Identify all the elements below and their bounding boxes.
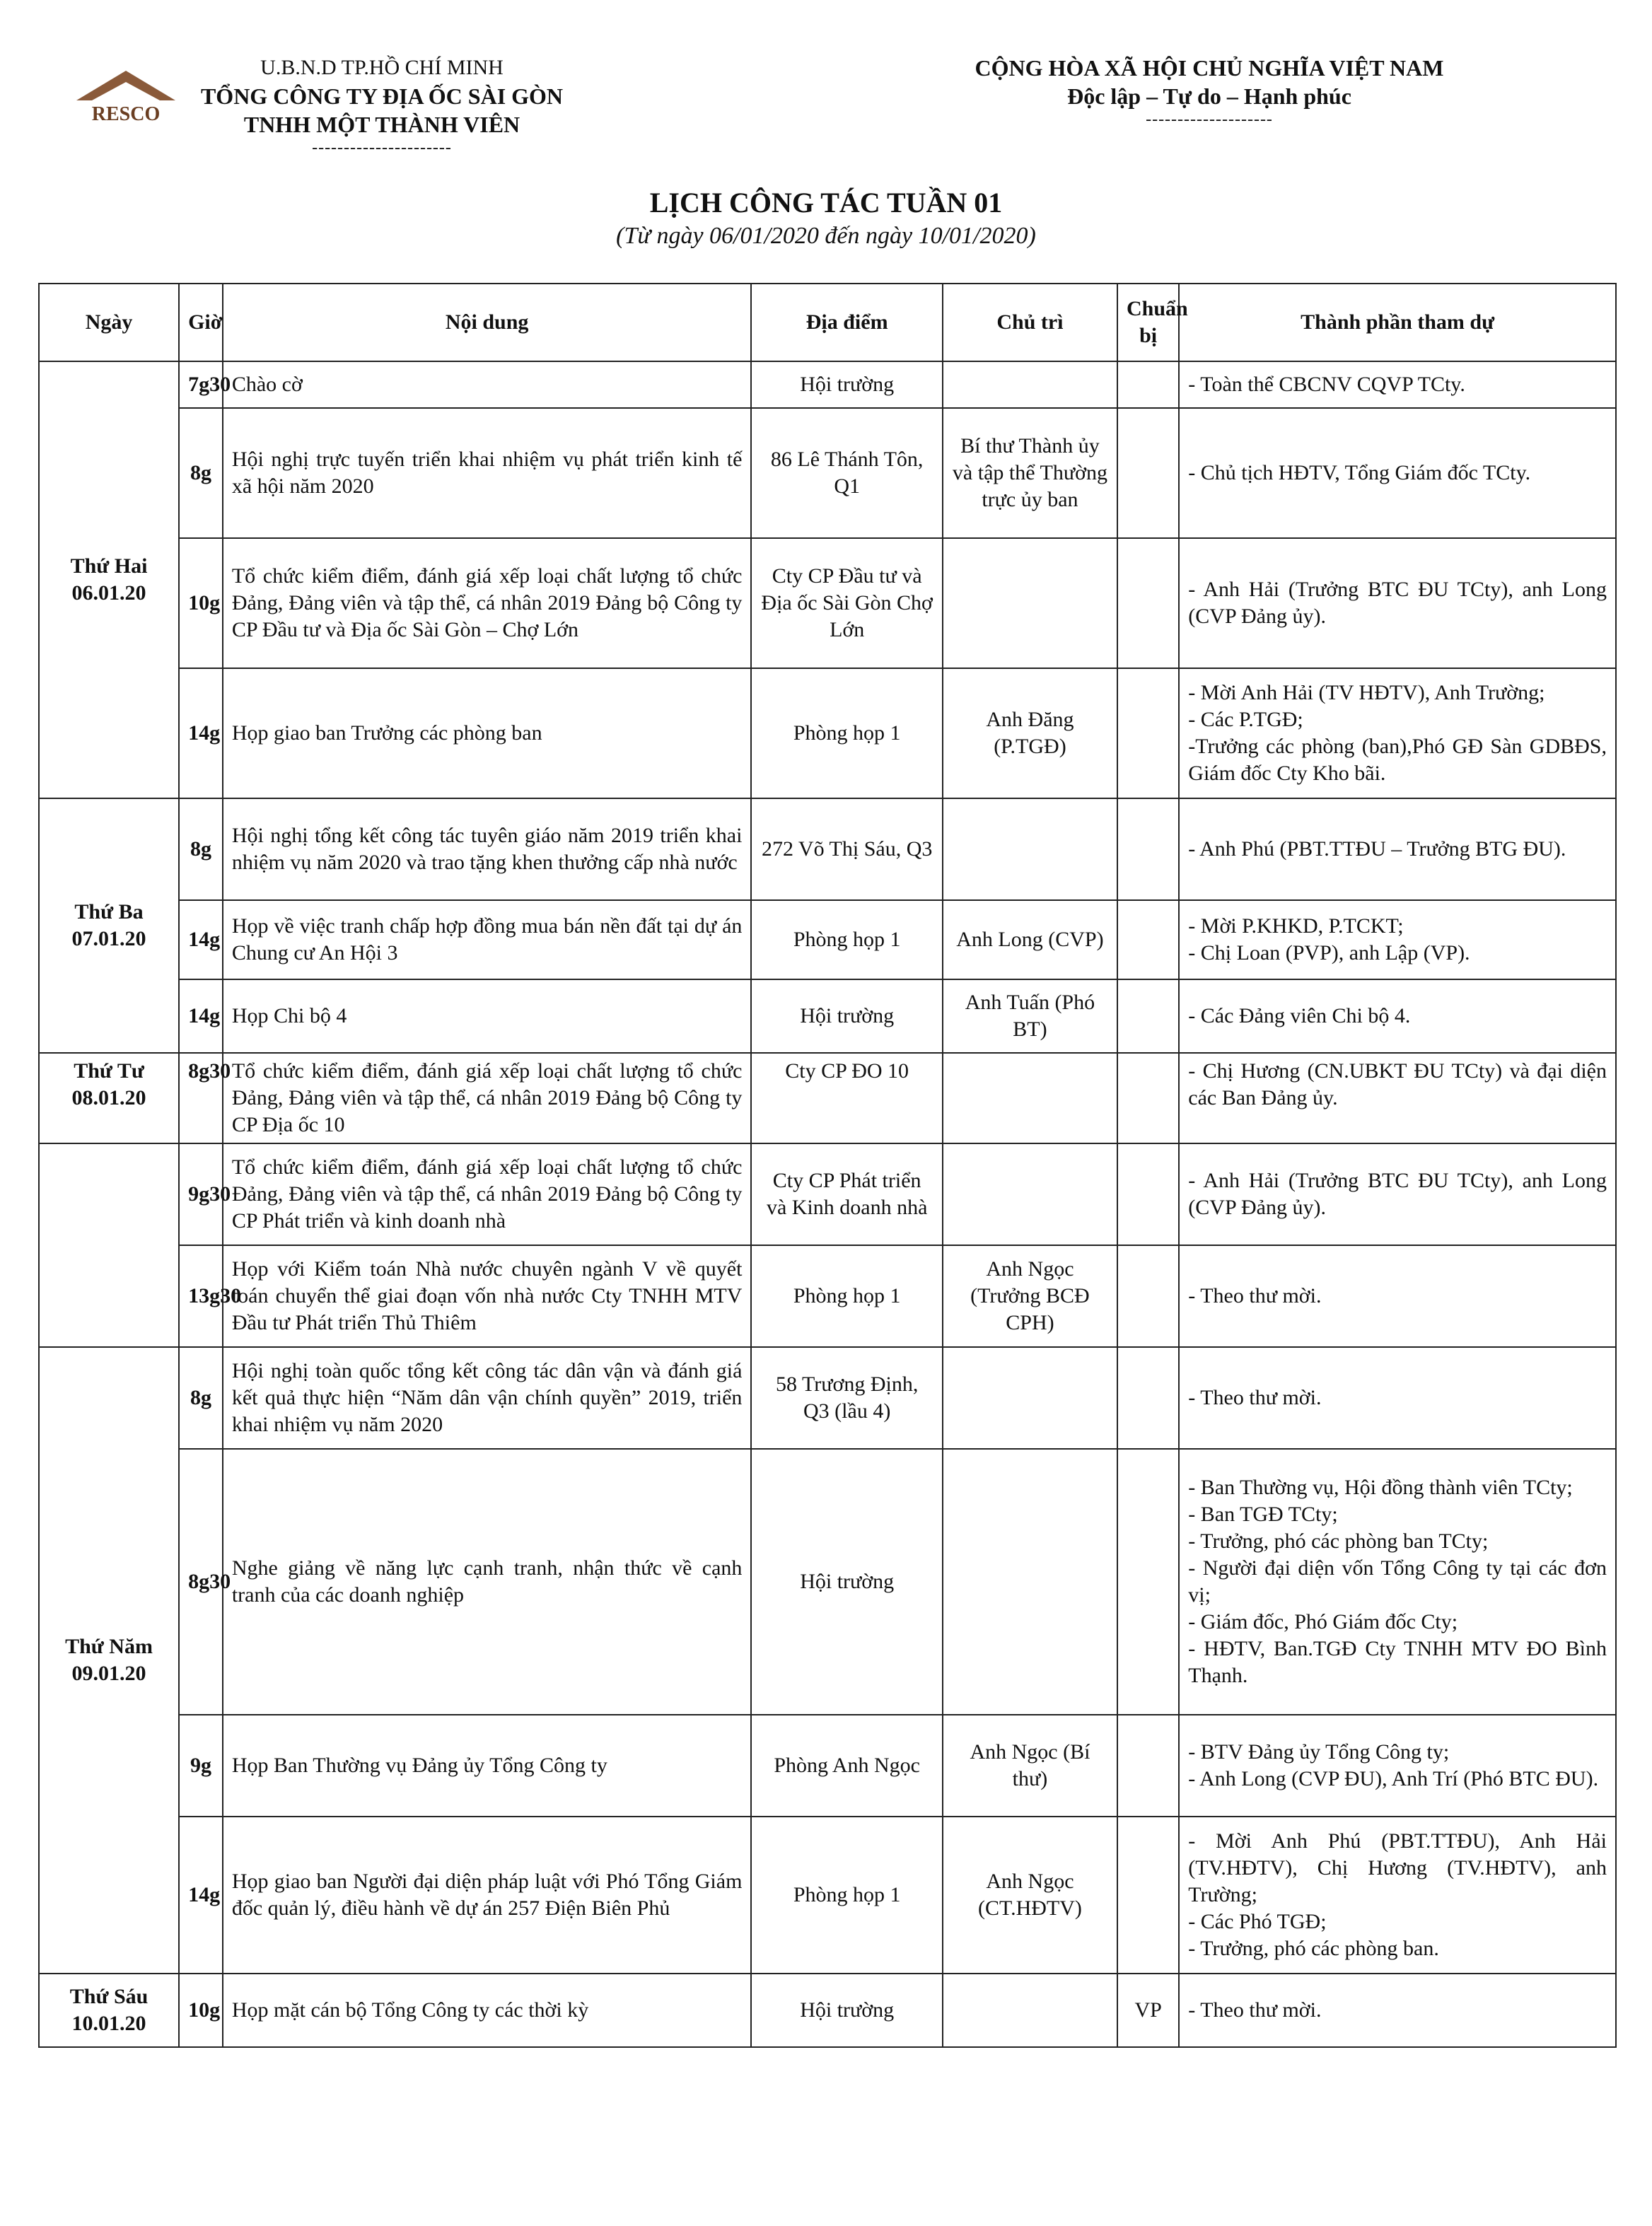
header-place: Địa điểm [751,284,942,361]
header-chair: Chủ trì [943,284,1117,361]
attendees-cell [1179,1817,1616,1974]
chair-cell: Anh Đăng (P.TGĐ) [943,668,1117,798]
chair-cell: Anh Tuấn (Phó BT) [943,979,1117,1053]
attendee-line: - Các Phó TGĐ; [1188,1910,1327,1933]
attendee-line: - Trưởng, phó các phòng ban. [1188,1937,1439,1960]
day-cell [39,1974,179,2047]
chair-cell [943,798,1117,900]
prep-cell: VP [1117,1974,1179,2047]
day-name: Thứ Tư [74,1059,144,1083]
day-cell [39,1053,179,1143]
attendee-line: - Anh Hải (Trưởng BTC ĐU TCty), anh Long (CVP Đảng ủy). [1188,1169,1607,1219]
content-cell: Họp Ban Thường vụ Đảng ủy Tổng Công ty [223,1715,752,1817]
attendees-cell [1179,1449,1616,1715]
table-row [39,798,1616,900]
org-line-1: U.B.N.D TP.HỒ CHÍ MINH [260,56,504,79]
prep-cell [1117,1143,1179,1245]
attendee-line: - Theo thư mời. [1188,1998,1322,2022]
header-day: Ngày [39,284,179,361]
place-cell: 272 Võ Thị Sáu, Q3 [751,798,942,900]
table-row [39,1817,1616,1974]
chair-cell [943,1974,1117,2047]
time-cell: 13g30 [179,1245,223,1347]
time-cell: 8g30 [179,1053,223,1143]
document-title [0,185,1652,252]
table-row [39,1974,1616,2047]
place-cell: Cty CP Đầu tư và Địa ốc Sài Gòn Chợ Lớn [751,538,942,668]
table-row [39,1053,1616,1143]
attendee-line: - Giám đốc, Phó Giám đốc Cty; [1188,1610,1458,1633]
attendees-cell [1179,1715,1616,1817]
time-cell: 14g [179,668,223,798]
chair-cell [943,1449,1117,1715]
day-date: 07.01.20 [71,927,146,950]
day-date: 06.01.20 [71,581,146,605]
header-prep: Chuẩn bị [1117,284,1179,361]
content-cell: Hội nghị toàn quốc tổng kết công tác dân vận và đánh giá kết quả thực hiện “Năm dân vận chính quyền” 2019, triển khai nhiệm vụ năm 2020 [223,1347,752,1449]
chair-cell [943,1053,1117,1143]
time-cell: 14g [179,979,223,1053]
time-cell: 8g30 [179,1449,223,1715]
chair-cell: Anh Long (CVP) [943,900,1117,979]
content-cell: Tổ chức kiểm điểm, đánh giá xếp loại chất lượng tổ chức Đảng, Đảng viên và tập thể, cá nhân 2019 Đảng bộ Công ty CP Địa ốc 10 [223,1053,752,1143]
attendee-line: - Anh Phú (PBT.TTĐU – Trưởng BTG ĐU). [1188,837,1566,861]
chair-cell: Anh Ngọc (Trưởng BCĐ CPH) [943,1245,1117,1347]
place-cell: Phòng họp 1 [751,900,942,979]
title-subtitle: (Từ ngày 06/01/2020 đến ngày 10/01/2020) [616,223,1036,249]
chair-cell: Anh Ngọc (Bí thư) [943,1715,1117,1817]
place-cell: Hội trường [751,1974,942,2047]
day-cell [39,798,179,1053]
prep-cell [1117,1053,1179,1143]
attendees-cell [1179,1974,1616,2047]
content-cell: Hội nghị trực tuyến triển khai nhiệm vụ phát triển kinh tế xã hội năm 2020 [223,408,752,538]
content-cell: Họp mặt cán bộ Tổng Công ty các thời kỳ [223,1974,752,2047]
day-name: Thứ Hai [70,554,148,578]
title-main: LỊCH CÔNG TÁC TUẦN 01 [649,187,1003,218]
place-cell: Phòng họp 1 [751,668,942,798]
attendee-line: - Anh Hải (Trưởng BTC ĐU TCty), anh Long (CVP Đảng ủy). [1188,578,1607,628]
time-cell: 14g [179,1817,223,1974]
chair-cell [943,1347,1117,1449]
header-attendees: Thành phần tham dự [1179,284,1616,361]
chair-cell: Bí thư Thành ủy và tập thể Thường trực ủy ban [943,408,1117,538]
place-cell: Hội trường [751,361,942,408]
attendee-line: - Người đại diện vốn Tổng Công ty tại các đơn vị; [1188,1556,1607,1607]
attendees-cell [1179,408,1616,538]
attendees-cell [1179,1245,1616,1347]
place-cell: Phòng họp 1 [751,1245,942,1347]
place-cell: Hội trường [751,979,942,1053]
table-row [39,1245,1616,1347]
day-date: 09.01.20 [71,1662,146,1685]
content-cell: Họp giao ban Người đại diện pháp luật với Phó Tổng Giám đốc quản lý, điều hành về dự án 257 Điện Biên Phủ [223,1817,752,1974]
content-cell: Họp giao ban Trưởng các phòng ban [223,668,752,798]
attendee-line: - Toàn thể CBCNV CQVP TCty. [1188,373,1465,396]
time-cell: 7g30 [179,361,223,408]
attendee-line: - Chủ tịch HĐTV, Tổng Giám đốc TCty. [1188,461,1531,484]
attendee-line: - Theo thư mời. [1188,1386,1322,1409]
content-cell: Họp Chi bộ 4 [223,979,752,1053]
time-cell: 8g [179,408,223,538]
content-cell: Họp về việc tranh chấp hợp đồng mua bán nền đất tại dự án Chung cư An Hội 3 [223,900,752,979]
table-row [39,1449,1616,1715]
table-row [39,1347,1616,1449]
place-cell: Phòng họp 1 [751,1817,942,1974]
chair-cell [943,361,1117,408]
attendees-cell [1179,361,1616,408]
attendees-cell [1179,979,1616,1053]
time-cell: 9g30 [179,1143,223,1245]
table-row [39,668,1616,798]
table-row [39,1143,1616,1245]
attendee-line: - Các Đảng viên Chi bộ 4. [1188,1004,1411,1027]
attendee-line: - Mời Anh Hải (TV HĐTV), Anh Trường; [1188,681,1545,704]
attendee-line: - BTV Đảng ủy Tổng Công ty; [1188,1740,1450,1764]
table-row [39,900,1616,979]
nation-divider: -------------------- [1146,110,1273,129]
org-divider: ---------------------- [312,139,452,157]
time-cell: 8g [179,798,223,900]
attendee-line: - HĐTV, Ban.TGĐ Cty TNHH MTV ĐO Bình Thạnh. [1188,1637,1607,1687]
table-row [39,361,1616,408]
time-cell: 10g [179,538,223,668]
attendees-cell [1179,538,1616,668]
attendee-line: - Trưởng, phó các phòng ban TCty; [1188,1529,1489,1553]
table-row [39,1715,1616,1817]
org-line-3: TNHH MỘT THÀNH VIÊN [243,112,520,137]
time-cell: 9g [179,1715,223,1817]
prep-cell [1117,1449,1179,1715]
day-cell [39,1347,179,1974]
content-cell: Chào cờ [223,361,752,408]
table-row [39,408,1616,538]
day-date: 08.01.20 [71,1086,146,1109]
day-name: Thứ Sáu [69,1985,149,2008]
prep-cell [1117,361,1179,408]
attendee-line: - Ban Thường vụ, Hội đồng thành viên TCty; [1188,1476,1573,1499]
header-content: Nội dung [223,284,752,361]
place-cell: Cty CP Phát triển và Kinh doanh nhà [751,1143,942,1245]
day-cell [39,1143,179,1347]
attendees-cell [1179,668,1616,798]
day-name: Thứ Ba [74,900,144,923]
org-line-2: TỔNG CÔNG TY ĐỊA ỐC SÀI GÒN [200,83,564,109]
table-row [39,538,1616,668]
prep-cell [1117,668,1179,798]
content-cell: Tổ chức kiểm điểm, đánh giá xếp loại chất lượng tổ chức Đảng, Đảng viên và tập thể, cá nhân 2019 Đảng bộ Công ty CP Phát triển và kinh doanh nhà [223,1143,752,1245]
chair-cell: Anh Ngọc (CT.HĐTV) [943,1817,1117,1974]
place-cell: Hội trường [751,1449,942,1715]
attendees-cell [1179,1143,1616,1245]
organization-name [170,54,594,157]
prep-cell [1117,1347,1179,1449]
day-name: Thứ Năm [65,1635,153,1658]
header-time: Giờ [179,284,223,361]
attendee-line: - Chị Hương (CN.UBKT ĐU TCty) và đại diện các Ban Đảng ủy. [1188,1059,1607,1109]
place-cell: Cty CP ĐO 10 [751,1053,942,1143]
content-cell: Nghe giảng về năng lực cạnh tranh, nhận thức về cạnh tranh của các doanh nghiệp [223,1449,752,1715]
prep-cell [1117,900,1179,979]
time-cell: 14g [179,900,223,979]
attendees-cell [1179,798,1616,900]
day-cell [39,361,179,798]
attendees-cell [1179,1053,1616,1143]
place-cell: 86 Lê Thánh Tôn, Q1 [751,408,942,538]
time-cell: 8g [179,1347,223,1449]
attendee-line: - Các P.TGĐ; [1188,708,1303,731]
table-header-row [39,284,1616,361]
chair-cell [943,538,1117,668]
prep-cell [1117,1245,1179,1347]
logo-text: RESCO [91,103,161,125]
attendee-line: - Mời Anh Phú (PBT.TTĐU), Anh Hải (TV.HĐTV), Chị Hương (TV.HĐTV), anh Trường; [1188,1829,1607,1906]
attendee-line: - Anh Long (CVP ĐU), Anh Trí (Phó BTC ĐU). [1188,1767,1599,1790]
prep-cell [1117,1817,1179,1974]
prep-cell [1117,408,1179,538]
nation-line-2: Độc lập – Tự do – Hạnh phúc [1067,83,1351,109]
day-date: 10.01.20 [71,2012,146,2035]
schedule-table [38,283,1617,2048]
table-row [39,979,1616,1053]
content-cell: Họp với Kiểm toán Nhà nước chuyên ngành V về quyết toán chuyển thể giai đoạn vốn nhà nước Cty TNHH MTV Đầu tư Phát triển Thủ Thiêm [223,1245,752,1347]
attendee-line: - Theo thư mời. [1188,1284,1322,1307]
nation-line-1: CỘNG HÒA XÃ HỘI CHỦ NGHĨA VIỆT NAM [975,55,1444,81]
attendees-cell [1179,1347,1616,1449]
attendee-line: - Ban TGĐ TCty; [1188,1503,1338,1526]
attendee-line: - Chị Loan (PVP), anh Lập (VP). [1188,941,1470,965]
national-header [933,54,1485,129]
resco-logo [69,64,182,127]
attendees-cell [1179,900,1616,979]
prep-cell [1117,538,1179,668]
prep-cell [1117,979,1179,1053]
prep-cell [1117,1715,1179,1817]
time-cell: 10g [179,1974,223,2047]
content-cell: Tổ chức kiểm điểm, đánh giá xếp loại chất lượng tổ chức Đảng, Đảng viên và tập thể, cá nhân 2019 Đảng bộ Công ty CP Đầu tư và Địa ốc Sài Gòn – Chợ Lớn [223,538,752,668]
attendee-line: - Mời P.KHKD, P.TCKT; [1188,914,1404,938]
prep-cell [1117,798,1179,900]
chair-cell [943,1143,1117,1245]
attendee-line: -Trưởng các phòng (ban),Phó GĐ Sàn GDBĐS, Giám đốc Cty Kho bãi. [1188,735,1607,785]
place-cell: 58 Trương Định, Q3 (lầu 4) [751,1347,942,1449]
place-cell: Phòng Anh Ngọc [751,1715,942,1817]
content-cell: Hội nghị tổng kết công tác tuyên giáo năm 2019 triển khai nhiệm vụ năm 2020 và trao tặng khen thưởng cấp nhà nước [223,798,752,900]
